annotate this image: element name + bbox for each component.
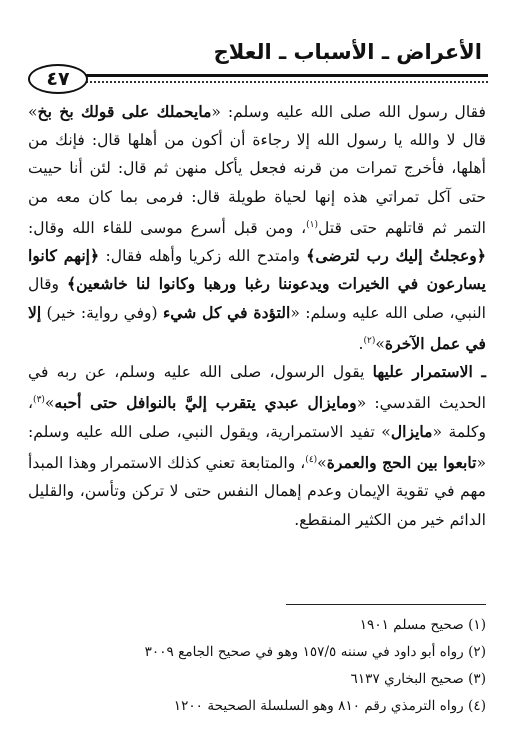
text-run: » قال لا والله يا رسول الله إلا رجاءة أن أكون من أهلها قال: فإنك من أهلها، فأخرج تمرات من قرنه فجعل يأكل منهن ثم قال: لئن أنا حييت حتى آكل تمراتي هذه إنها لحياة طويلة قال: فرمى بما كان معه من التمر ثم قاتلهم حتى قتل <box>28 103 486 237</box>
paragraph <box>28 358 486 534</box>
emphasis-text: ومايزال عبدي يتقرب إليَّ بالنوافل حتى أحبه <box>54 393 357 413</box>
footnote-marker: (٤) <box>305 455 318 465</box>
emphasis-text: إلا في عمل الآخرة <box>28 302 486 353</box>
footnote-divider <box>286 604 486 605</box>
footnote-marker: (٣) <box>33 395 45 406</box>
footnote-1: (١) صحيح مسلم ١٩٠١ <box>359 617 486 633</box>
text-run: » <box>375 335 385 353</box>
text-run: » <box>317 454 327 473</box>
emphasis-text: التؤدة في كل شيء <box>162 302 291 322</box>
body-text <box>28 98 486 534</box>
footnotes <box>28 612 486 720</box>
text-run: وقال النبي، صلى الله عليه وسلم: « <box>28 275 486 322</box>
running-title: الأعراض ـ الأسباب ـ العلاج <box>213 40 482 64</box>
text-run: وامتدح الله زكريا وأهله فقال: <box>99 247 307 266</box>
emphasis-text: ﴿وعجلتُ إليك رب لترضى﴾ <box>306 246 486 266</box>
emphasis-text: تابعوا بين الحج والعمرة <box>326 453 477 473</box>
paragraph <box>28 98 486 358</box>
page-header <box>26 40 488 98</box>
text-run: » <box>44 394 55 413</box>
header-dotted-rule <box>82 81 488 83</box>
footnote-marker: (١) <box>306 219 318 230</box>
footnote-3: (٣) صحيح البخاري ٦١٣٧ <box>350 671 486 687</box>
emphasis-text: مايزال <box>390 421 433 441</box>
text-run: ، ومن قبل أسرع موسى للقاء الله وقال: <box>28 219 307 237</box>
text-run: . <box>358 335 364 353</box>
text-run: (وفي رواية: خير) <box>41 303 163 322</box>
footnote-marker: (٢) <box>363 335 376 346</box>
header-rule <box>82 74 488 77</box>
emphasis-text: مايحملك على قولك بخ بخ <box>37 102 212 121</box>
text-run: ، والمتابعة تعني كذلك الاستمرار وهذا المبدأ مهم في تقوية الإيمان وعدم إهمال النفس حتى لا تركن وتأسن، والقليل الدائم خير من الكثير المنقطع. <box>28 454 486 529</box>
footnote-4: (٤) رواه الترمذي رقم ٨١٠ وهو السلسلة الصحيحة ١٢٠٠ <box>173 698 486 714</box>
emphasis-text: ـ الاستمرار عليها <box>372 362 486 382</box>
text-run: فقال رسول الله صلى الله عليه وسلم: « <box>211 103 486 121</box>
emphasis-text: ﴿إنهم كانوا يسارعون في الخيرات ويدعوننا رغبا ورهبا وكانوا لنا خاشعين﴾ <box>28 246 486 294</box>
text-run: » تفيد الاستمرارية، ويقول النبي، صلى الله عليه وسلم: « <box>28 422 486 473</box>
text-run: ، وكلمة « <box>28 394 486 441</box>
footnote-2: (٢) رواه أبو داود في سننه ١٥٧/٥ وهو في صحيح الجامع ٣٠٠٩ <box>144 644 486 660</box>
text-run: يقول الرسول، صلى الله عليه وسلم، عن ربه في الحديث القدسي: « <box>28 363 486 413</box>
page-number: ٤٧ <box>28 64 88 94</box>
